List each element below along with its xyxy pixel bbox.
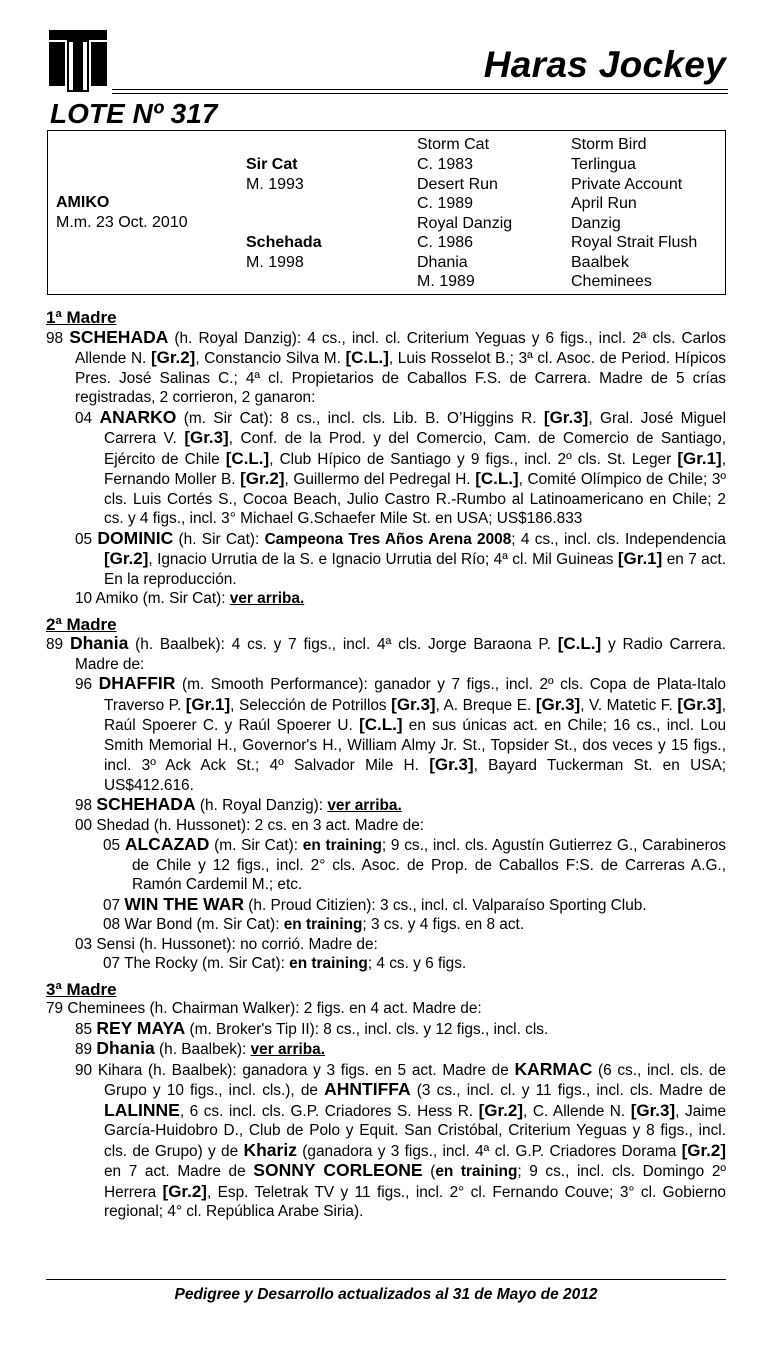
produce-entry: 07 WIN THE WAR (h. Proud Citizien): 3 cs., incl. cl. Valparaíso Sporting Club.: [103, 893, 647, 914]
brand-title: Haras Jockey: [483, 44, 726, 85]
gen3-cell: Royal Danzig: [417, 215, 513, 232]
header-rule-thin: [112, 93, 728, 94]
section-heading: 1ª Madre: [46, 308, 117, 327]
gen3-cell: Desert Run: [417, 176, 498, 193]
produce-entry: 96 DHAFFIR (m. Smooth Performance): ganador y 7 figs., incl. 2º cls. Copa de Plata-Italo Traverso P. [Gr.1], Selección de Potrillos [Gr.3], A. Breque E. [Gr.3], V. Matetic F. [Gr.3], Raúl Spoerer C. y Raúl Spoerer U. [C.L.] en sus únicas act. en Chile; 16 cs., incl. Lou Smith Memorial H., Governor's H., William Almy Jr. St., Topsider St., dos veces y 15 figs., incl. 3º Ack Ack St.; 4º Salvador Mile H. [Gr.3], Bayard Tuckerman St. en USA; US$412.616.: [75, 673, 726, 794]
sire-name: Sir Cat: [246, 156, 298, 173]
footer-note: Pedigree y Desarrollo actualizados al 31 de Mayo de 2012: [174, 1286, 598, 1303]
gen4-cell: Private Account: [571, 176, 683, 193]
produce-entry: 07 The Rocky (m. Sir Cat): en training; 4 cs. y 6 figs.: [103, 955, 467, 972]
gen3-cell: C. 1983: [417, 156, 474, 173]
pedigree-table: [47, 130, 726, 295]
section-heading: 2ª Madre: [46, 614, 117, 634]
produce-entry: 85 REY MAYA (m. Broker's Tip II): 8 cs., incl. cls. y 12 figs., incl. cls.: [75, 1017, 549, 1038]
horse-name: AMIKO: [56, 194, 110, 211]
footer-rule: [46, 1279, 726, 1280]
gen4-cell: Terlingua: [571, 156, 636, 173]
produce-entry: 03 Sensi (h. Hussonet): no corrió. Madre de:: [75, 935, 378, 953]
lot-number: LOTE Nº 317: [50, 98, 218, 129]
gen3-cell: C. 1986: [417, 234, 474, 251]
haras-jockey-logo-icon: [47, 28, 109, 94]
section-heading: 3ª Madre: [46, 979, 117, 999]
produce-entry: 79 Cheminees (h. Chairman Walker): 2 figs. en 4 act. Madre de:: [46, 1000, 482, 1017]
produce-entry: 98 SCHEHADA (h. Royal Danzig): ver arriba.: [75, 794, 402, 814]
produce-entry: 90 Kihara (h. Baalbek): ganadora y 3 figs. en 5 act. Madre de KARMAC (6 cs., incl. cls. de Grupo y 10 figs., incl. cls.), de AHNTIFFA (3 cs., incl. cl. y 11 figs., incl. cls. Madre de LALINNE, 6 cs. incl. cls. G.P. Criadores S. Hess R. [Gr.2], C. Allende N. [Gr.3], Jaime García-Huidobro D., Club de Polo y Equit. San Cristóbal, Criterium Yeguas y 8 figs., incl. cls. de Grupo) y de Khariz (ganadora y 3 figs., incl. 4ª cl. G.P. Criadores Dorama [Gr.2] en 7 act. Madre de SONNY CORLEONE (en training; 9 cs., incl. cls. Domingo 2º Herrera [Gr.2], Esp. Teletrak TV y 11 figs., incl. 2° cl. Fernando Couve; 3° cl. Gobierno regional; 4° cl. República Arabe Siria).: [75, 1058, 727, 1220]
dam-name: Schehada: [246, 234, 322, 251]
produce-entry: 08 War Bond (m. Sir Cat): en training; 3 cs. y 4 figs. en 8 act.: [103, 916, 525, 933]
produce-record: [46, 302, 726, 1222]
produce-entry: 98 SCHEHADA (h. Royal Danzig): 4 cs., incl. cl. Criterium Yeguas y 6 figs., incl. 2ª cls. Carlos Allende N. [Gr.2], Constancio Silva M. [C.L.], Luis Rosselot B.; 3ª cl. Asoc. de Period. Hípicos Pres. José Salinas C.; 4ª cl. Propietarios de Caballos F.S. de Carrera. Madre de 5 crías registradas, 2 corrieron, 2 ganaron:: [46, 326, 726, 406]
produce-entry: 00 Shedad (h. Hussonet): 2 cs. en 3 act. Madre de:: [75, 816, 425, 834]
gen3-cell: M. 1989: [417, 273, 475, 290]
header-rule: [112, 89, 728, 90]
gen4-cell: Storm Bird: [571, 136, 647, 153]
gen4-cell: Danzig: [571, 215, 621, 232]
produce-entry: 04 ANARKO (m. Sir Cat): 8 cs., incl. cls. Lib. B. O’Higgins R. [Gr.3], Gral. José Miguel Carrera V. [Gr.3], Conf. de la Prod. y del Comercio, Cam. de Comercio de Santiago, Ejército de Chile [C.L.], Club Hípico de Santiago y 9 figs., incl. 2º cls. St. Leger [Gr.1], Fernando Moller B. [Gr.2], Guillermo del Pedregal H. [C.L.], Comité Olímpico de Chile; 3º cls. Luis Cortés S., Cocoa Beach, Julio Castro R.-Rumbo al Latinoamericano en Chile; 2 cs. y 4 figs., incl. 3° Michael G.Schaefer Mile St. en USA; US$186.833: [75, 406, 726, 527]
sire-info: M. 1993: [246, 176, 304, 193]
gen4-cell: Cheminees: [571, 273, 652, 290]
gen4-cell: Royal Strait Flush: [571, 234, 698, 251]
gen4-cell: April Run: [571, 195, 637, 212]
produce-entry: 05 DOMINIC (h. Sir Cat): Campeona Tres Años Arena 2008; 4 cs., incl. cls. Independencia [Gr.2], Ignacio Urrutia de la S. e Ignacio Urrutia del Río; 4ª cl. Mil Guineas [Gr.1] en 7 act. En la reproducción.: [75, 527, 726, 588]
produce-entry: 89 Dhania (h. Baalbek): ver arriba.: [75, 1038, 326, 1058]
gen4-cell: Baalbek: [571, 254, 629, 271]
horse-info: M.m. 23 Oct. 2010: [56, 214, 188, 231]
produce-entry: 10 Amiko (m. Sir Cat): ver arriba.: [75, 590, 305, 607]
gen3-cell: Dhania: [417, 254, 468, 271]
produce-entry: 05 ALCAZAD (m. Sir Cat): en training; 9 cs., incl. cls. Agustín Gutierrez G., Carabineros de Chile y 12 figs., incl. 2° cls. Asoc. de Prop. de Caballos F:S. de Carreras A.G., Ramón Cardemil M.; etc.: [103, 834, 726, 893]
dam-info: M. 1998: [246, 254, 304, 271]
produce-entry: 89 Dhania (h. Baalbek): 4 cs. y 7 figs., incl. 4ª cls. Jorge Baraona P. [C.L.] y Radio Carrera. Madre de:: [46, 633, 726, 673]
gen3-cell: Storm Cat: [417, 136, 490, 153]
gen3-cell: C. 1989: [417, 195, 474, 212]
